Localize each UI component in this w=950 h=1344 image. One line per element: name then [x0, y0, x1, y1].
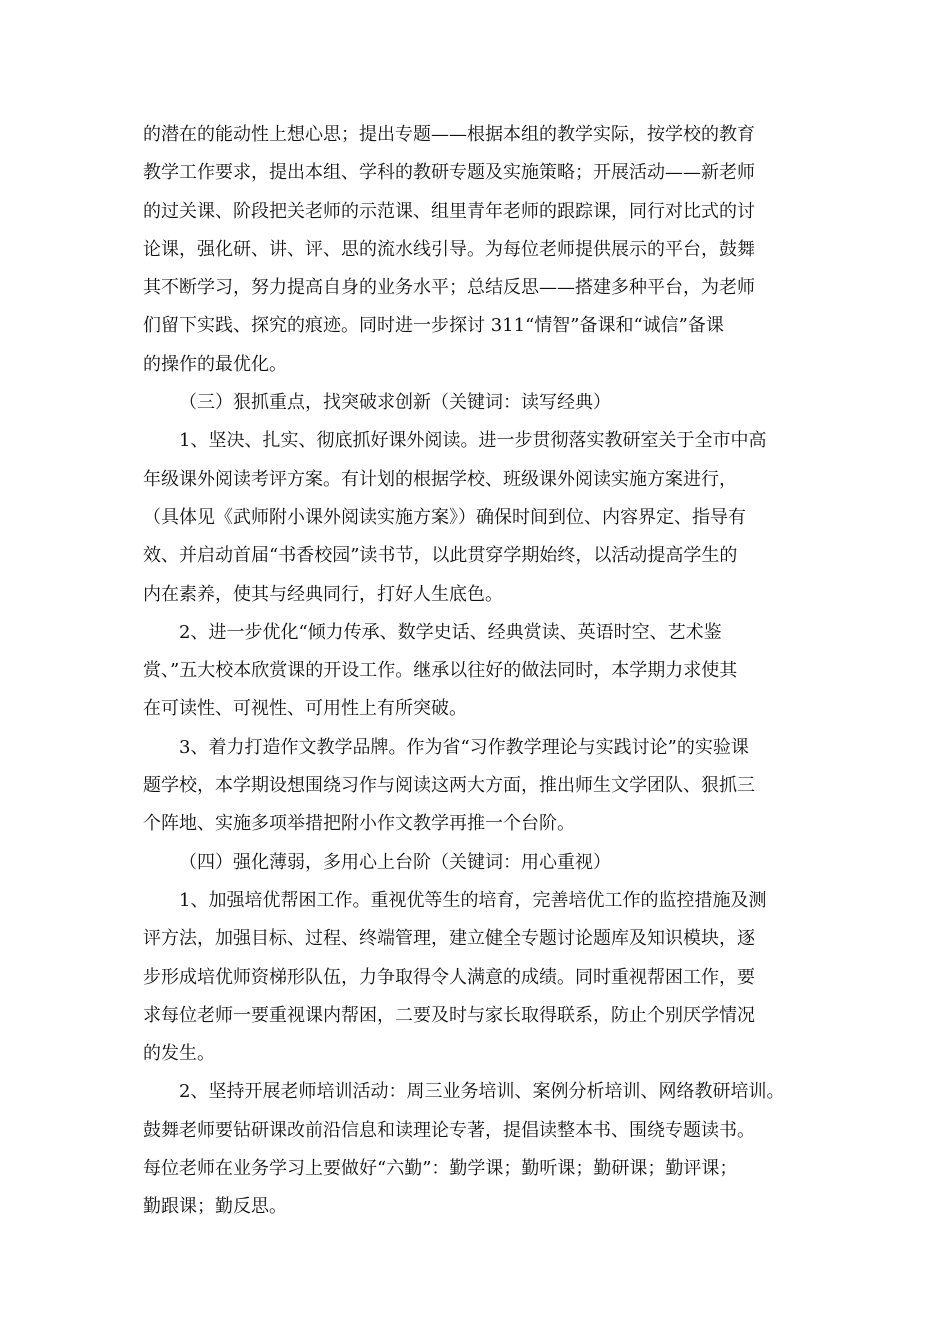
paragraph-line: 效、并启动首届“书香校园”读书节，以此贯穿学期始终，以活动提高学生的 [143, 545, 738, 567]
paragraph-line: 题学校，本学期设想围绕习作与阅读这两大方面，推出师生文学团队、狠抓三 [143, 775, 755, 797]
paragraph-line: 鼓舞老师要钻研课改前沿信息和读理论专著，提倡读整本书、围绕专题读书。 [143, 1119, 755, 1141]
paragraph-line: 求每位老师一要重视课内帮困，二要及时与家长取得联系，防止个别厌学情况 [143, 1004, 755, 1026]
paragraph-line: 的过关课、阶段把关老师的示范课、组里青年老师的跟踪课，同行对比式的讨 [143, 200, 755, 222]
paragraph-line: 1、加强培优帮困工作。重视优等生的培育，完善培优工作的监控措施及测 [179, 889, 767, 911]
paragraph-line: 的发生。 [143, 1043, 215, 1065]
paragraph-line: 的操作的最优化。 [143, 353, 287, 375]
paragraph-line: 年级课外阅读考评方案。有计划的根据学校、班级课外阅读实施方案进行， [143, 468, 737, 490]
paragraph-line: 赏、”五大校本欣赏课的开设工作。继承以往好的做法同时，本学期力求使其 [143, 660, 738, 682]
paragraph-line: （具体见《武师附小课外阅读实施方案》）确保时间到位、内容界定、指导有 [143, 506, 746, 528]
paragraph-line: 评方法，加强目标、过程、终端管理，建立健全专题讨论题库及知识模块，逐 [143, 928, 755, 950]
section-heading: （四）强化薄弱，多用心上台阶（关键词：用心重视） [179, 851, 611, 873]
paragraph-line: 步形成培优师资梯形队伍，力争取得令人满意的成绩。同时重视帮困工作，要 [143, 966, 755, 988]
paragraph-line: 1、坚决、扎实、彻底抓好课外阅读。进一步贯彻落实教研室关于全市中高 [179, 430, 767, 452]
paragraph-line: 内在素养，使其与经典同行，打好人生底色。 [143, 583, 503, 605]
paragraph-line: 教学工作要求，提出本组、学科的教研专题及实施策略；开展活动——新老师 [143, 162, 755, 184]
section-heading: （三）狠抓重点，找突破求创新（关键词：读写经典） [179, 392, 611, 414]
paragraph-line: 勤跟课；勤反思。 [143, 1196, 287, 1218]
paragraph-line: 们留下实践、探究的痕迹。同时进一步探讨 311“情智”备课和“诚信”备课 [143, 315, 724, 337]
paragraph-line: 论课，强化研、讲、评、思的流水线引导。为每位老师提供展示的平台，鼓舞 [143, 238, 755, 260]
paragraph-line: 个阵地、实施多项举措把附小作文教学再推一个台阶。 [143, 813, 575, 835]
paragraph-line: 2、进一步优化“倾力传承、数学史话、经典赏读、英语时空、艺术鉴 [179, 621, 722, 643]
paragraph-line: 3、着力打造作文教学品牌。作为省“习作教学理论与实践讨论”的实验课 [179, 736, 749, 758]
paragraph-line: 的潜在的能动性上想心思；提出专题——根据本组的教学实际，按学校的教育 [143, 124, 755, 145]
paragraph-line: 其不断学习，努力提高自身的业务水平；总结反思——搭建多种平台，为老师 [143, 277, 755, 299]
paragraph-line: 每位老师在业务学习上要做好“六勤”：勤学课；勤听课；勤研课；勤评课； [143, 1158, 738, 1180]
paragraph-line: 2、坚持开展老师培训活动：周三业务培训、案例分析培训、网络教研培训。 [179, 1081, 785, 1103]
paragraph-line: 在可读性、可视性、可用性上有所突破。 [143, 698, 467, 720]
document-body [143, 116, 808, 1227]
